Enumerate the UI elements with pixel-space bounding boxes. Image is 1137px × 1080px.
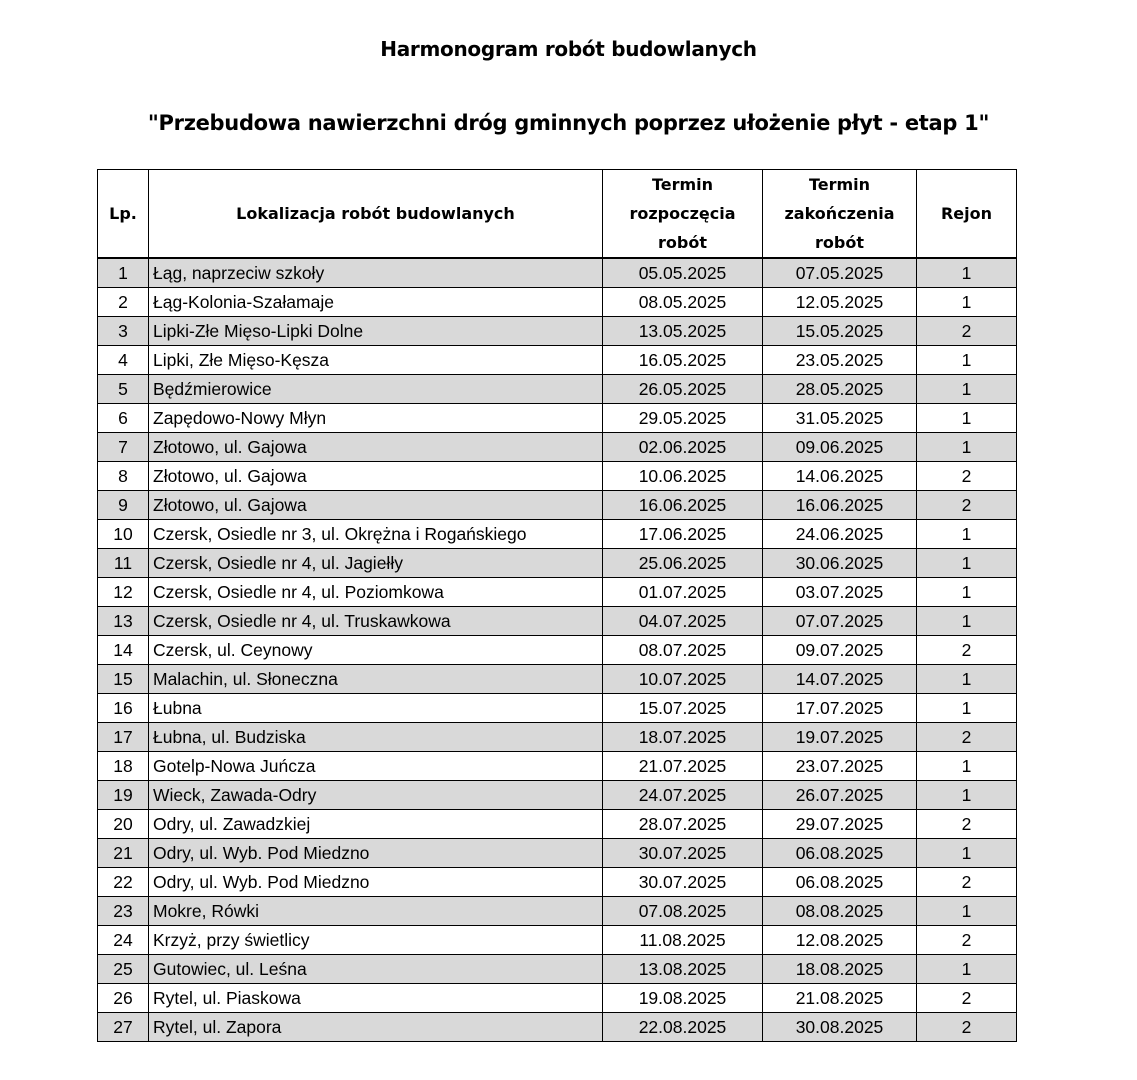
row-start-date: 10.07.2025 <box>603 665 763 694</box>
table-row <box>98 665 1017 694</box>
row-number: 10 <box>98 520 149 549</box>
row-start-date: 08.07.2025 <box>603 636 763 665</box>
row-end-date: 14.06.2025 <box>763 462 917 491</box>
row-number: 7 <box>98 433 149 462</box>
row-location: Łubna, ul. Budziska <box>149 723 603 752</box>
row-end-date: 07.07.2025 <box>763 607 917 636</box>
row-location: Gotelp-Nowa Juńcza <box>149 752 603 781</box>
header-start-line3: robót <box>658 233 707 252</box>
row-region: 1 <box>917 955 1017 984</box>
row-end-date: 06.08.2025 <box>763 839 917 868</box>
row-number: 1 <box>98 258 149 288</box>
row-start-date: 16.06.2025 <box>603 491 763 520</box>
row-region: 1 <box>917 520 1017 549</box>
table-row <box>98 520 1017 549</box>
table-row <box>98 404 1017 433</box>
row-region: 1 <box>917 665 1017 694</box>
row-start-date: 24.07.2025 <box>603 781 763 810</box>
row-location: Gutowiec, ul. Leśna <box>149 955 603 984</box>
row-end-date: 23.05.2025 <box>763 346 917 375</box>
table-row <box>98 317 1017 346</box>
header-start-date <box>603 170 763 259</box>
table-row <box>98 578 1017 607</box>
row-number: 23 <box>98 897 149 926</box>
table-row <box>98 346 1017 375</box>
row-region: 2 <box>917 926 1017 955</box>
row-end-date: 07.05.2025 <box>763 258 917 288</box>
table-row <box>98 752 1017 781</box>
row-end-date: 26.07.2025 <box>763 781 917 810</box>
row-end-date: 17.07.2025 <box>763 694 917 723</box>
row-end-date: 21.08.2025 <box>763 984 917 1013</box>
row-region: 1 <box>917 404 1017 433</box>
header-start-line1: Termin <box>651 175 714 194</box>
row-number: 11 <box>98 549 149 578</box>
row-number: 9 <box>98 491 149 520</box>
header-start-line2: rozpoczęcia <box>629 204 736 223</box>
row-region: 1 <box>917 607 1017 636</box>
row-number: 13 <box>98 607 149 636</box>
row-number: 19 <box>98 781 149 810</box>
row-region: 1 <box>917 375 1017 404</box>
table-row <box>98 723 1017 752</box>
table-row <box>98 549 1017 578</box>
row-location: Czersk, Osiedle nr 4, ul. Truskawkowa <box>149 607 603 636</box>
table-row <box>98 868 1017 897</box>
row-end-date: 08.08.2025 <box>763 897 917 926</box>
row-start-date: 01.07.2025 <box>603 578 763 607</box>
row-location: Odry, ul. Wyb. Pod Miedzno <box>149 868 603 897</box>
row-region: 1 <box>917 288 1017 317</box>
row-end-date: 19.07.2025 <box>763 723 917 752</box>
row-region: 1 <box>917 258 1017 288</box>
row-location: Czersk, Osiedle nr 4, ul. Poziomkowa <box>149 578 603 607</box>
row-location: Mokre, Rówki <box>149 897 603 926</box>
row-number: 24 <box>98 926 149 955</box>
table-row <box>98 897 1017 926</box>
row-region: 2 <box>917 317 1017 346</box>
row-start-date: 29.05.2025 <box>603 404 763 433</box>
row-end-date: 23.07.2025 <box>763 752 917 781</box>
row-location: Wieck, Zawada-Odry <box>149 781 603 810</box>
row-location: Krzyż, przy świetlicy <box>149 926 603 955</box>
row-location: Złotowo, ul. Gajowa <box>149 462 603 491</box>
row-location: Złotowo, ul. Gajowa <box>149 491 603 520</box>
row-end-date: 18.08.2025 <box>763 955 917 984</box>
table-row <box>98 926 1017 955</box>
row-number: 27 <box>98 1013 149 1042</box>
table-row <box>98 839 1017 868</box>
table-row <box>98 433 1017 462</box>
row-end-date: 15.05.2025 <box>763 317 917 346</box>
row-region: 2 <box>917 984 1017 1013</box>
row-region: 2 <box>917 868 1017 897</box>
table-row <box>98 636 1017 665</box>
row-region: 1 <box>917 549 1017 578</box>
table-row <box>98 955 1017 984</box>
row-region: 2 <box>917 462 1017 491</box>
row-end-date: 09.07.2025 <box>763 636 917 665</box>
header-end-date <box>763 170 917 259</box>
row-end-date: 06.08.2025 <box>763 868 917 897</box>
row-region: 1 <box>917 897 1017 926</box>
row-location: Będźmierowice <box>149 375 603 404</box>
row-location: Czersk, Osiedle nr 3, ul. Okrężna i Rogańskiego <box>149 520 603 549</box>
row-region: 1 <box>917 346 1017 375</box>
row-region: 2 <box>917 723 1017 752</box>
row-region: 1 <box>917 781 1017 810</box>
row-start-date: 18.07.2025 <box>603 723 763 752</box>
table-row <box>98 810 1017 839</box>
row-number: 21 <box>98 839 149 868</box>
table-row <box>98 694 1017 723</box>
row-location: Zapędowo-Nowy Młyn <box>149 404 603 433</box>
table-row <box>98 781 1017 810</box>
row-number: 2 <box>98 288 149 317</box>
table-row <box>98 258 1017 288</box>
row-start-date: 21.07.2025 <box>603 752 763 781</box>
row-region: 2 <box>917 810 1017 839</box>
row-number: 5 <box>98 375 149 404</box>
header-end-line2: zakończenia <box>784 204 895 223</box>
table-row <box>98 1013 1017 1042</box>
row-location: Czersk, ul. Ceynowy <box>149 636 603 665</box>
row-location: Odry, ul. Wyb. Pod Miedzno <box>149 839 603 868</box>
row-start-date: 16.05.2025 <box>603 346 763 375</box>
row-region: 2 <box>917 491 1017 520</box>
row-region: 1 <box>917 578 1017 607</box>
row-end-date: 31.05.2025 <box>763 404 917 433</box>
row-start-date: 30.07.2025 <box>603 839 763 868</box>
row-location: Łubna <box>149 694 603 723</box>
row-number: 14 <box>98 636 149 665</box>
header-row <box>98 170 1017 259</box>
row-location: Czersk, Osiedle nr 4, ul. Jagiełły <box>149 549 603 578</box>
row-location: Rytel, ul. Piaskowa <box>149 984 603 1013</box>
row-end-date: 12.05.2025 <box>763 288 917 317</box>
row-location: Rytel, ul. Zapora <box>149 1013 603 1042</box>
row-end-date: 16.06.2025 <box>763 491 917 520</box>
header-end-line3: robót <box>815 233 864 252</box>
row-location: Lipki-Złe Mięso-Lipki Dolne <box>149 317 603 346</box>
table-header <box>98 170 1017 259</box>
row-start-date: 08.05.2025 <box>603 288 763 317</box>
row-location: Łąg, naprzeciw szkoły <box>149 258 603 288</box>
row-start-date: 30.07.2025 <box>603 868 763 897</box>
row-end-date: 12.08.2025 <box>763 926 917 955</box>
row-start-date: 26.05.2025 <box>603 375 763 404</box>
header-region: Rejon <box>917 170 1017 259</box>
row-end-date: 14.07.2025 <box>763 665 917 694</box>
row-number: 12 <box>98 578 149 607</box>
table-row <box>98 288 1017 317</box>
table-row <box>98 462 1017 491</box>
row-start-date: 07.08.2025 <box>603 897 763 926</box>
header-location: Lokalizacja robót budowlanych <box>149 170 603 259</box>
row-start-date: 05.05.2025 <box>603 258 763 288</box>
row-end-date: 30.06.2025 <box>763 549 917 578</box>
row-number: 4 <box>98 346 149 375</box>
table-row <box>98 491 1017 520</box>
document-title: Harmonogram robót budowlanych <box>380 37 757 61</box>
row-region: 1 <box>917 752 1017 781</box>
row-region: 1 <box>917 839 1017 868</box>
row-start-date: 25.06.2025 <box>603 549 763 578</box>
row-number: 15 <box>98 665 149 694</box>
table-row <box>98 984 1017 1013</box>
row-end-date: 28.05.2025 <box>763 375 917 404</box>
row-location: Złotowo, ul. Gajowa <box>149 433 603 462</box>
table-row <box>98 375 1017 404</box>
row-location: Lipki, Złe Mięso-Kęsza <box>149 346 603 375</box>
row-number: 18 <box>98 752 149 781</box>
row-end-date: 03.07.2025 <box>763 578 917 607</box>
row-region: 2 <box>917 636 1017 665</box>
row-start-date: 11.08.2025 <box>603 926 763 955</box>
row-end-date: 30.08.2025 <box>763 1013 917 1042</box>
row-start-date: 22.08.2025 <box>603 1013 763 1042</box>
row-number: 26 <box>98 984 149 1013</box>
row-number: 25 <box>98 955 149 984</box>
row-location: Odry, ul. Zawadzkiej <box>149 810 603 839</box>
row-region: 1 <box>917 433 1017 462</box>
row-number: 20 <box>98 810 149 839</box>
document-subtitle: "Przebudowa nawierzchni dróg gminnych poprzez ułożenie płyt - etap 1" <box>147 111 990 135</box>
row-number: 16 <box>98 694 149 723</box>
table-row <box>98 607 1017 636</box>
row-start-date: 17.06.2025 <box>603 520 763 549</box>
row-end-date: 09.06.2025 <box>763 433 917 462</box>
row-start-date: 28.07.2025 <box>603 810 763 839</box>
row-number: 6 <box>98 404 149 433</box>
row-start-date: 04.07.2025 <box>603 607 763 636</box>
schedule-table <box>97 169 1017 1042</box>
row-end-date: 29.07.2025 <box>763 810 917 839</box>
row-region: 1 <box>917 694 1017 723</box>
row-start-date: 15.07.2025 <box>603 694 763 723</box>
table-body <box>98 258 1017 1042</box>
header-end-line1: Termin <box>808 175 871 194</box>
row-number: 17 <box>98 723 149 752</box>
row-start-date: 02.06.2025 <box>603 433 763 462</box>
row-number: 3 <box>98 317 149 346</box>
row-start-date: 19.08.2025 <box>603 984 763 1013</box>
row-location: Łąg-Kolonia-Szałamaje <box>149 288 603 317</box>
row-region: 2 <box>917 1013 1017 1042</box>
row-location: Malachin, ul. Słoneczna <box>149 665 603 694</box>
row-number: 8 <box>98 462 149 491</box>
row-start-date: 13.08.2025 <box>603 955 763 984</box>
row-start-date: 10.06.2025 <box>603 462 763 491</box>
row-end-date: 24.06.2025 <box>763 520 917 549</box>
header-lp: Lp. <box>98 170 149 259</box>
row-start-date: 13.05.2025 <box>603 317 763 346</box>
row-number: 22 <box>98 868 149 897</box>
